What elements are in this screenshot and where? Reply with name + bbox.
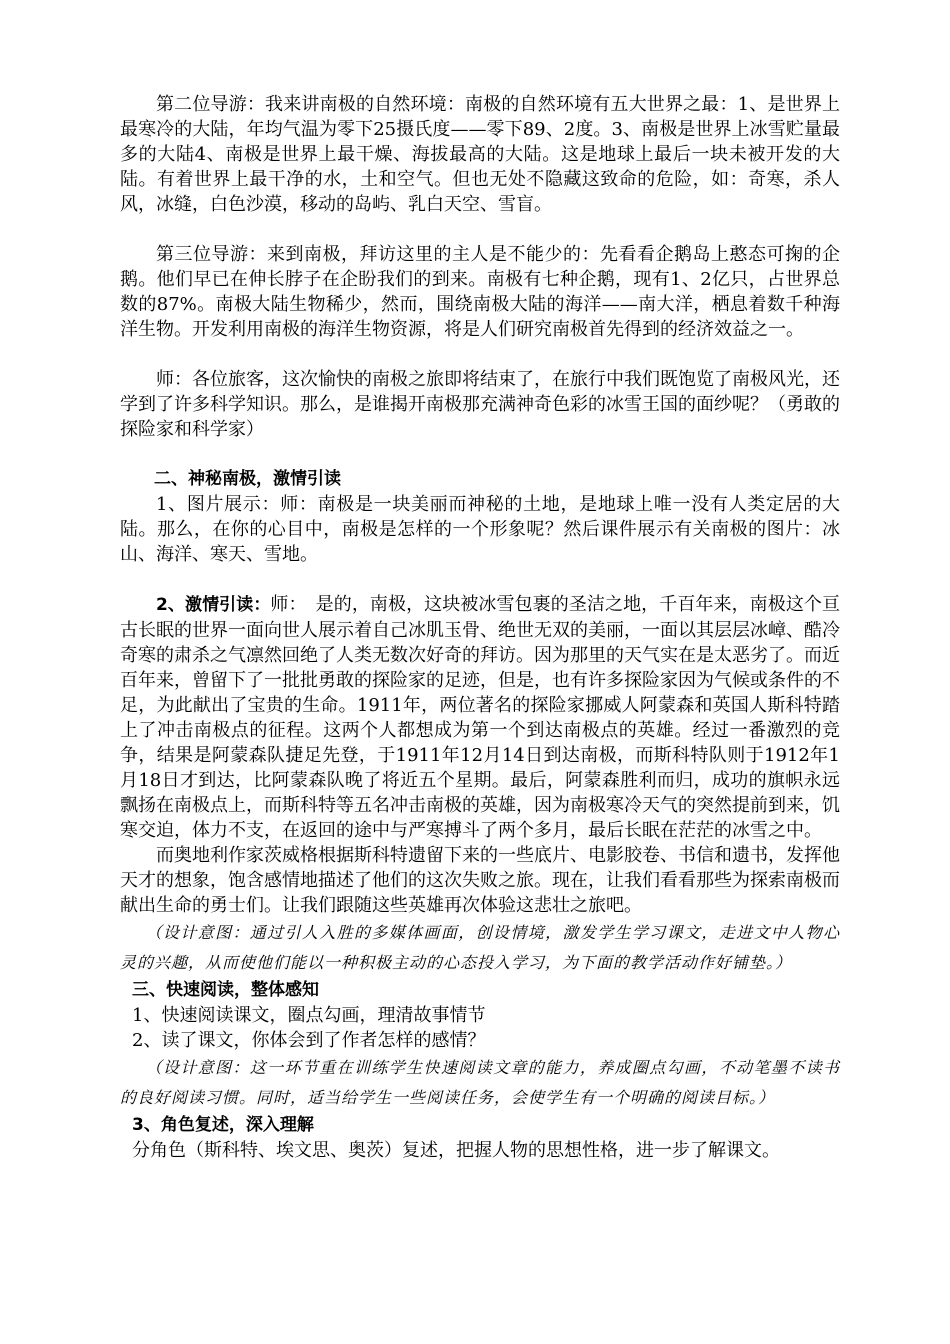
step-2: 2、读了课文，你体会到了作者怎样的感情？ [132,1030,486,1051]
paragraph-guided-reading [120,592,840,843]
guided-reading-text: 师： 是的，南极，这块被冰雪包裹的圣洁之地，千百年来，南极这个亘古长眠的世界一面向世人展示着自己冰肌玉骨、绝世无双的美丽，一面以其层层冰嶂、酷冷奇寒的肃杀之气凛然回绝了人类无数次好奇的拜访。因为那里的天气实在是太恶劣了。而近百年来，曾留下了一批批勇敢的探险家的足迹，但是，也有许多探险家因为气候或条件的不足，为此献出了宝贵的生命。1911年，两位著名的探险家挪威人阿蒙森和英国人斯科特踏上了冲击南极点的征程。这两个人都想成为第一个到达南极点的英雄。经过一番激烈的竞争，结果是阿蒙森队捷足先登，于1911年12月14日到达南极，而斯科特队则于1912年1月18日才到达，比阿蒙森队晚了将近五个星期。最后，阿蒙森胜利而归，成功的旗帜永远飘扬在南极点上，而斯科特等五名冲击南极的英雄，因为南极寒冷天气的突然提前到来，饥寒交迫，体力不支，在返回的途中与严寒搏斗了两个多月，最后长眠在茫茫的冰雪之中。 [120,594,840,841]
heading-section3: 三、快速阅读，整体感知 [132,980,319,1000]
design-intent-1: （设计意图：通过引人入胜的多媒体画面，创设情境，激发学生学习课文，走进文中人物心灵的兴趣，从而使他们能以一种积极主动的心态投入学习，为下面的教学活动作好铺垫。） [120,923,840,972]
step-1: 1、快速阅读课文，圈点勾画，理清故事情节 [132,1005,486,1026]
role-play: 分角色（斯科特、埃文思、奥茨）复述，把握人物的思想性格，进一步了解课文。 [132,1140,780,1161]
document-page [120,92,840,1163]
design-intent-2: （设计意图：这一环节重在训练学生快速阅读文章的能力，养成圈点勾画，不动笔墨不读书的良好阅读习惯。同时，适当给学生一些阅读任务，会使学生有一个明确的阅读目标。） [120,1058,840,1107]
paragraph-zweig: 而奥地利作家茨威格根据斯科特遗留下来的一些底片、电影胶卷、书信和遗书，发挥他天才的想象，饱含感情地描述了他们的这次失败之旅。现在，让我们看看那些为探索南极而献出生命的勇士们。让我们跟随这些英雄再次体验这悲壮之旅吧。 [120,845,840,916]
guided-reading-lead: 2、激情引读： [156,595,271,615]
heading-section3-sub: 3、角色复述，深入理解 [132,1115,314,1135]
heading-section2: 二、神秘南极，激情引读 [154,469,341,489]
paragraph-guide2: 第二位导游：我来讲南极的自然环境：南极的自然环境有五大世界之最：1、是世界上最寒冷的大陆，年均气温为零下25摄氏度——零下89、2度。3、南极是世界上冰雪贮量最多的大陆4、南极是世界上最干燥、海拔最高的大陆。这是地球上最后一块未被开发的大陆。有着世界上最干净的水，土和空气。但也无处不隐藏这致命的危险，如：奇寒，杀人风，冰缝，白色沙漠，移动的岛屿、乳白天空、雪盲。 [120,94,840,215]
paragraph-teacher: 师：各位旅客，这次愉快的南极之旅即将结束了，在旅行中我们既饱览了南极风光，还学到了许多科学知识。那么，是谁揭开南极那充满神奇色彩的冰雪王国的面纱呢？（勇敢的探险家和科学家） [120,369,840,440]
paragraph-pictures: 1、图片展示：师：南极是一块美丽而神秘的土地，是地球上唯一没有人类定居的大陆。那么，在你的心目中，南极是怎样的一个形象呢？然后课件展示有关南极的图片：冰山、海洋、寒天、雪地。 [120,494,840,565]
paragraph-guide3: 第三位导游：来到南极，拜访这里的主人是不能少的：先看看企鹅岛上憨态可掬的企鹅。他们早已在伸长脖子在企盼我们的到来。南极有七种企鹅，现有1、2亿只，占世界总数的87%。南极大陆生物稀少，然而，围绕南极大陆的海洋——南大洋，栖息着数千种海洋生物。开发利用南极的海洋生物资源，将是人们研究南极首先得到的经济效益之一。 [120,244,840,340]
